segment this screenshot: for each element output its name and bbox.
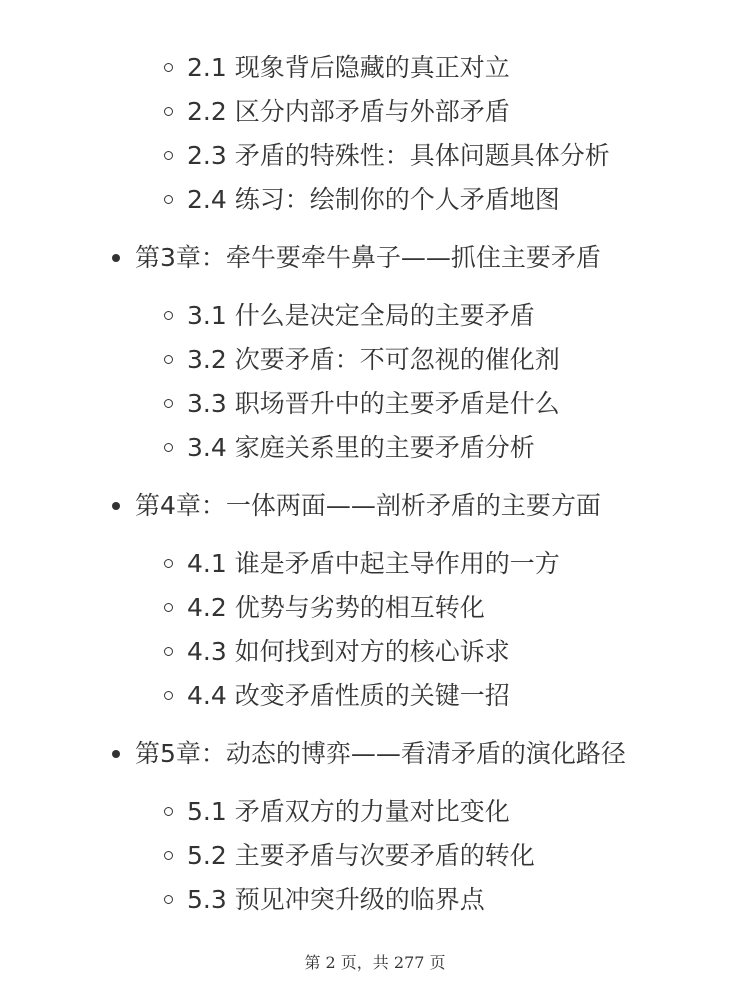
chapter-title: 第5章：动态的博弈——看清矛盾的演化路径	[135, 739, 626, 768]
hollow-bullet-icon	[164, 603, 173, 612]
hollow-bullet-icon	[164, 311, 173, 320]
hollow-bullet-icon	[164, 559, 173, 568]
chapter-title: 第4章：一体两面——剖析矛盾的主要方面	[135, 491, 601, 520]
section-title: 4.1 谁是矛盾中起主导作用的一方	[187, 549, 560, 578]
section-title: 4.2 优势与劣势的相互转化	[187, 593, 485, 622]
hollow-bullet-icon	[164, 399, 173, 408]
section-title: 3.1 什么是决定全局的主要矛盾	[187, 301, 535, 330]
section-item	[0, 294, 750, 338]
hollow-bullet-icon	[164, 443, 173, 452]
section-item	[0, 674, 750, 718]
section-item	[0, 586, 750, 630]
section-title: 5.2 主要矛盾与次要矛盾的转化	[187, 841, 535, 870]
filled-bullet-icon	[112, 502, 120, 510]
section-title: 3.3 职场晋升中的主要矛盾是什么	[187, 389, 560, 418]
section-item	[0, 790, 750, 834]
filled-bullet-icon	[112, 750, 120, 758]
hollow-bullet-icon	[164, 195, 173, 204]
section-title: 2.1 现象背后隐藏的真正对立	[187, 53, 510, 82]
section-title: 5.3 预见冲突升级的临界点	[187, 885, 485, 914]
section-title: 2.3 矛盾的特殊性：具体问题具体分析	[187, 141, 610, 170]
section-item	[0, 630, 750, 674]
section-title: 5.1 矛盾双方的力量对比变化	[187, 797, 510, 826]
section-title: 3.2 次要矛盾：不可忽视的催化剂	[187, 345, 560, 374]
section-item	[0, 542, 750, 586]
chapter-title: 第3章：牵牛要牵牛鼻子——抓住主要矛盾	[135, 243, 601, 272]
hollow-bullet-icon	[164, 63, 173, 72]
hollow-bullet-icon	[164, 895, 173, 904]
hollow-bullet-icon	[164, 647, 173, 656]
section-title: 2.4 练习：绘制你的个人矛盾地图	[187, 185, 560, 214]
section-item	[0, 178, 750, 222]
hollow-bullet-icon	[164, 107, 173, 116]
section-title: 4.4 改变矛盾性质的关键一招	[187, 681, 510, 710]
section-item	[0, 426, 750, 470]
section-item	[0, 338, 750, 382]
hollow-bullet-icon	[164, 151, 173, 160]
chapter-item	[0, 484, 750, 528]
filled-bullet-icon	[112, 254, 120, 262]
hollow-bullet-icon	[164, 355, 173, 364]
chapter-item	[0, 732, 750, 776]
chapter-item	[0, 236, 750, 280]
page-number-footer: 第 2 页，共 277 页	[304, 953, 446, 972]
hollow-bullet-icon	[164, 691, 173, 700]
section-title: 3.4 家庭关系里的主要矛盾分析	[187, 433, 535, 462]
section-item	[0, 834, 750, 878]
hollow-bullet-icon	[164, 851, 173, 860]
section-item	[0, 46, 750, 90]
section-item	[0, 90, 750, 134]
section-title: 2.2 区分内部矛盾与外部矛盾	[187, 97, 510, 126]
table-of-contents	[0, 46, 750, 922]
section-item	[0, 382, 750, 426]
section-item	[0, 878, 750, 922]
hollow-bullet-icon	[164, 807, 173, 816]
section-title: 4.3 如何找到对方的核心诉求	[187, 637, 510, 666]
section-item	[0, 134, 750, 178]
